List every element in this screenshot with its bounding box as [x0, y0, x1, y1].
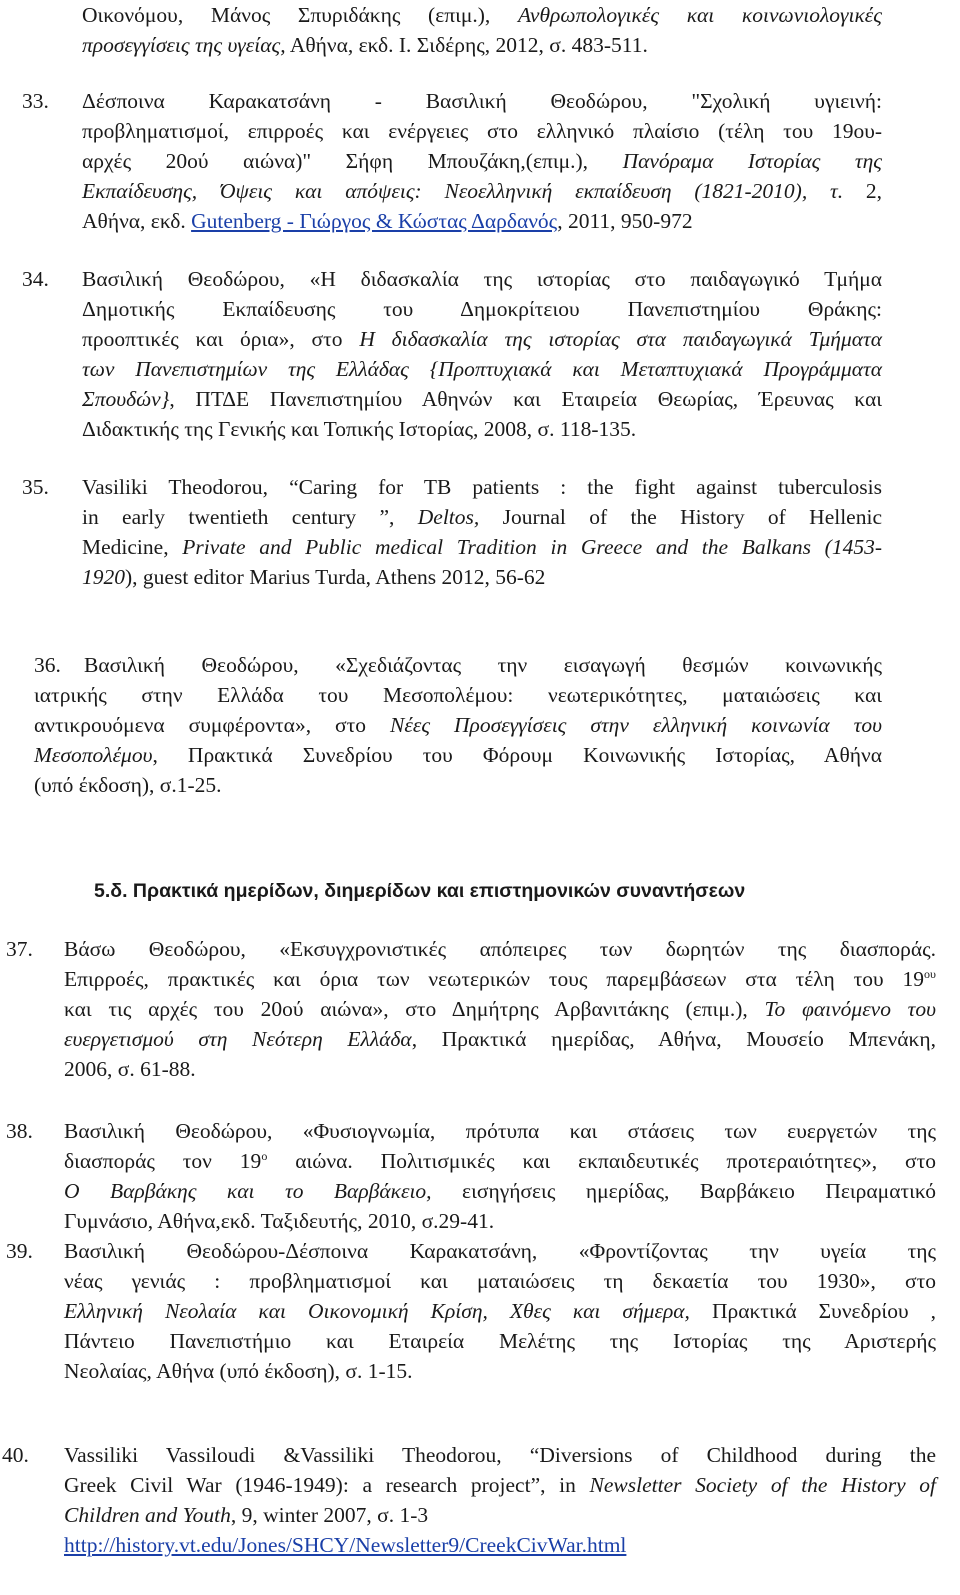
section-heading: 5.δ. Πρακτικά ημερίδων, διημερίδων και επιστημονικών συναντήσεων [94, 880, 746, 902]
entry-number: 35. [22, 475, 49, 499]
entry-line: Οικονόμου, Μάνος Σπυριδάκης (επιμ.), Ανθρωπολογικές και κοινωνιολογικές [82, 3, 882, 27]
entry-32-tail [82, 0, 882, 60]
entry-39-body: νέας γενιάς : προβληματισμοί και ματαιώσεις τη δεκαετία του 1930», στο Ελληνική Νεολαία και Οικονομική Κρίση, Χθες και σήμερα, Πρακτικά Συνεδρίου , Πάντειο Πανεπιστήμιο και Εταιρεία Μελέτης της Ιστορίας της Αριστερής Νεολαίας, Αθήνα (υπό έκδοση), σ. 1-15. [64, 1269, 937, 1383]
entry-line: προσεγγίσεις της υγείας, Αθήνα, εκδ. Ι. Σιδέρης, 2012, σ. 483-511. [82, 33, 648, 57]
entry-35-body: in early twentieth century ”, Deltos, Journal of the History of Hellenic Medicine, Private and Public medical Tradition in Greece and the Balkans (1453- 1920), guest editor Marius Turda, Athens 2012, 56-62 [82, 505, 882, 589]
entry-number: 39. [6, 1239, 33, 1263]
entry-38-body: διασποράς τον $19^o$ αιώνα. Πολιτισμικές και εκπαιδευτικές προτεραιότητες», στο Ο Βαρβάκης και το Βαρβάκειο, εισηγήσεις ημερίδας, Βαρβάκειο Πειραματικό Γυμνάσιο, Αθήνα,εκδ. Ταξιδευτής, 2010, σ.29-41. [64, 1148, 936, 1233]
entry-33-body: προβληματισμοί, επιρροές και ενέργειες στο ελληνικό πλαίσιο (τέλη του 19ου- αρχές 20ού αιώνα)" Σήφη Μπουζάκη,(επιμ.), Πανόραμα Ιστορίας της Εκπαίδευσης, Όψεις και απόψεις: Νεοελληνική εκπαίδευση (1821-2010), τ. 2, Αθήνα, εκδ. Gutenberg - Γιώργος & Κώστας Δαρδανός, 2011, 950-972 [82, 119, 883, 233]
entry-34-body: Δημοτικής Εκπαίδευσης του Δημοκρίτειου Πανεπιστημίου Θράκης: προοπτικές και όρια», στο Η διδασκαλία της ιστορίας στα παιδαγωγικά Τμήματα των Πανεπιστημίων της Ελλάδας {Προπτυχιακά και Μεταπτυχιακά Προγράμματα Σπουδών}, ΠΤΔΕ Πανεπιστημίου Αθηνών και Εταιρεία Θεωρίας, Έρευνας και Διδακτικής της Γενικής και Τοπικής Ιστορίας, 2008, σ. 118-135. [82, 297, 883, 441]
entry-number: 40. [2, 1443, 29, 1467]
entry-33: 33. Δέσποινα Καρακατσάνη - Βασιλική Θεοδώρου, "Σχολική υγιεινή: [22, 86, 882, 116]
entry-38: 38. Βασιλική Θεοδώρου, «Φυσιογνωμία, πρότυπα και στάσεις των ευεργετών της [6, 1116, 936, 1146]
entry-40: 40. Vassiliki Vassiloudi &Vassiliki Theodorou, “Diversions of Childhood during the [2, 1440, 936, 1470]
publisher-link[interactable]: Gutenberg - Γιώργος & Κώστας Δαρδανός [191, 209, 558, 233]
entry-number: 33. [22, 89, 49, 113]
entry-number: 34. [22, 267, 49, 291]
entry-34: 34. Βασιλική Θεοδώρου, «Η διδασκαλία της ιστορίας στο παιδαγωγικό Τμήμα [22, 264, 882, 294]
entry-number: 36. [34, 653, 61, 677]
entry-40-body: Greek Civil War (1946-1949): a research project”, in Newsletter Society of the History of Children and Youth, 9, winter 2007, σ. 1-3 http://history.vt.edu/Jones/SHCY/Newsletter9/CreekCivWar.html [64, 1473, 936, 1557]
entry-37: 37. Βάσω Θεοδώρου, «Εκσυγχρονιστικές απόπειρες των δωρητών της διασποράς. [6, 934, 936, 964]
entry-39: 39. Βασιλική Θεοδώρου-Δέσποινα Καρακατσάνη, «Φροντίζοντας την υγεία της [6, 1236, 936, 1266]
entry-37-body: Επιρροές, πρακτικές και όρια των νεωτερικών τους παρεμβάσεων στα τέλη του $19^{o\upsilon}$ και τις αρχές του 20ού αιώνα», στο Δημήτρης Αρβανιτάκης (επιμ.), Το φαινόμενο του ευεργετισμού στη Νεότερη Ελλάδα, Πρακτικά ημερίδας, Αθήνα, Μουσείο Μπενάκη, 2006, σ. 61-88. [64, 966, 936, 1081]
entry-36: 36. Βασιλική Θεοδώρου, «Σχεδιάζοντας την εισαγωγή θεσμών κοινωνικής ιατρικής στην Ελλάδα του Μεσοπολέμου: νεωτερικότητες, ματαιώσεις και αντικρουόμενα συμφέροντα», στο Νέες Προσεγγίσεις στην ελληνική κοινωνία του Μεσοπολέμου, Πρακτικά Συνεδρίου του Φόρουμ Κοινωνικής Ιστορίας, Αθήνα (υπό έκδοση), σ.1-25. [34, 650, 882, 800]
newsletter-url-link[interactable]: http://history.vt.edu/Jones/SHCY/Newsletter9/CreekCivWar.html [64, 1533, 627, 1557]
entry-35: 35. Vasiliki Theodorou, “Caring for TB patients : the fight against tuberculosis [22, 472, 882, 502]
entry-number: 37. [6, 937, 33, 961]
entry-number: 38. [6, 1119, 33, 1143]
